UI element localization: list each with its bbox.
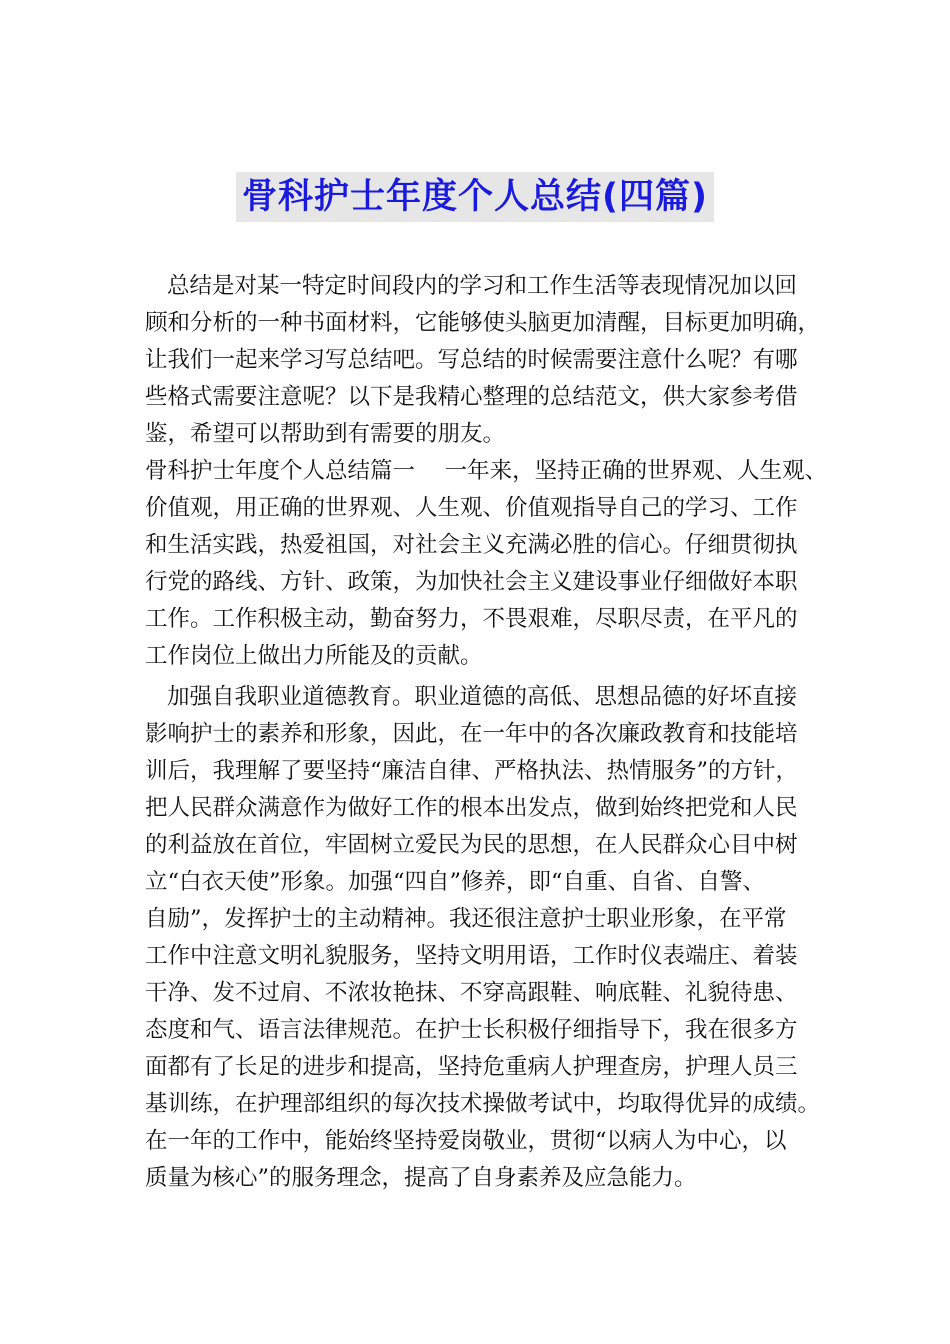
paragraph-line: 和生活实践，热爱祖国，对社会主义充满必胜的信心。仔细贯彻执 xyxy=(145,532,798,558)
paragraph-line: 总结是对某一特定时间段内的学习和工作生活等表现情况加以回 xyxy=(167,273,798,299)
paragraph-line: 加强自我职业道德教育。职业道德的高低、思想品德的好坏直接 xyxy=(167,684,798,710)
paragraph-line: 顾和分析的一种书面材料，它能够使头脑更加清醒，目标更加明确， xyxy=(145,310,821,336)
paragraph-line: 立“白衣天使”形象。加强“四自”修养，即“自重、自省、自警、 xyxy=(145,869,766,895)
section-one-paragraph xyxy=(145,453,828,675)
paragraph-line: 的利益放在首位，牢固树立爱民为民的思想，在人民群众心目中树 xyxy=(145,832,798,858)
paragraph-line: 干净、发不过肩、不浓妆艳抹、不穿高跟鞋、响底鞋、礼貌待患、 xyxy=(145,980,798,1006)
paragraph-line: 态度和气、语言法律规范。在护士长积极仔细指导下，我在很多方 xyxy=(145,1017,798,1043)
paragraph-line: 基训练，在护理部组织的每次技术操做考试中，均取得优异的成绩。 xyxy=(145,1091,821,1117)
paragraph-line: 影响护士的素养和形象，因此，在一年中的各次廉政教育和技能培 xyxy=(145,721,798,747)
paragraph-line: 价值观，用正确的世界观、人生观、价值观指导自己的学习、工作 xyxy=(145,495,798,521)
paragraph-line: 把人民群众满意作为做好工作的根本出发点，做到始终把党和人民 xyxy=(145,795,798,821)
paragraph-line: 鉴，希望可以帮助到有需要的朋友。 xyxy=(145,421,506,447)
paragraph-line: 工作。工作积极主动，勤奋努力，不畏艰难，尽职尽责，在平凡的 xyxy=(145,606,798,632)
paragraph-line: 让我们一起来学习写总结吧。写总结的时候需要注意什么呢？有哪 xyxy=(145,347,798,373)
intro-paragraph xyxy=(145,268,825,453)
paragraph-line: 面都有了长足的进步和提高，坚持危重病人护理查房，护理人员三 xyxy=(145,1054,798,1080)
ethics-paragraph xyxy=(145,679,825,1197)
paragraph-line: 在一年的工作中，能始终坚持爱岗敬业，贯彻“以病人为中心，以 xyxy=(145,1128,787,1154)
paragraph-line: 工作岗位上做出力所能及的贡献。 xyxy=(145,643,483,669)
paragraph-line: 工作中注意文明礼貌服务，坚持文明用语，工作时仪表端庄、着装 xyxy=(145,943,798,969)
paragraph-line: 自励”，发挥护士的主动精神。我还很注意护士职业形象，在平常 xyxy=(145,906,787,932)
paragraph-line: 骨科护士年度个人总结篇一 一年来，坚持正确的世界观、人生观、 xyxy=(145,458,828,484)
paragraph-line: 训后，我理解了要坚持“廉洁自律、严格执法、热情服务”的方针， xyxy=(145,758,799,784)
paragraph-line: 质量为核心”的服务理念，提高了自身素养及应急能力。 xyxy=(145,1165,697,1191)
document-title: 骨科护士年度个人总结(四篇) xyxy=(236,172,714,222)
paragraph-line: 些格式需要注意呢？以下是我精心整理的总结范文，供大家参考借 xyxy=(145,384,798,410)
title-container xyxy=(0,172,950,222)
document-body xyxy=(145,268,828,1197)
paragraph-line: 行党的路线、方针、政策，为加快社会主义建设事业仔细做好本职 xyxy=(145,569,798,595)
